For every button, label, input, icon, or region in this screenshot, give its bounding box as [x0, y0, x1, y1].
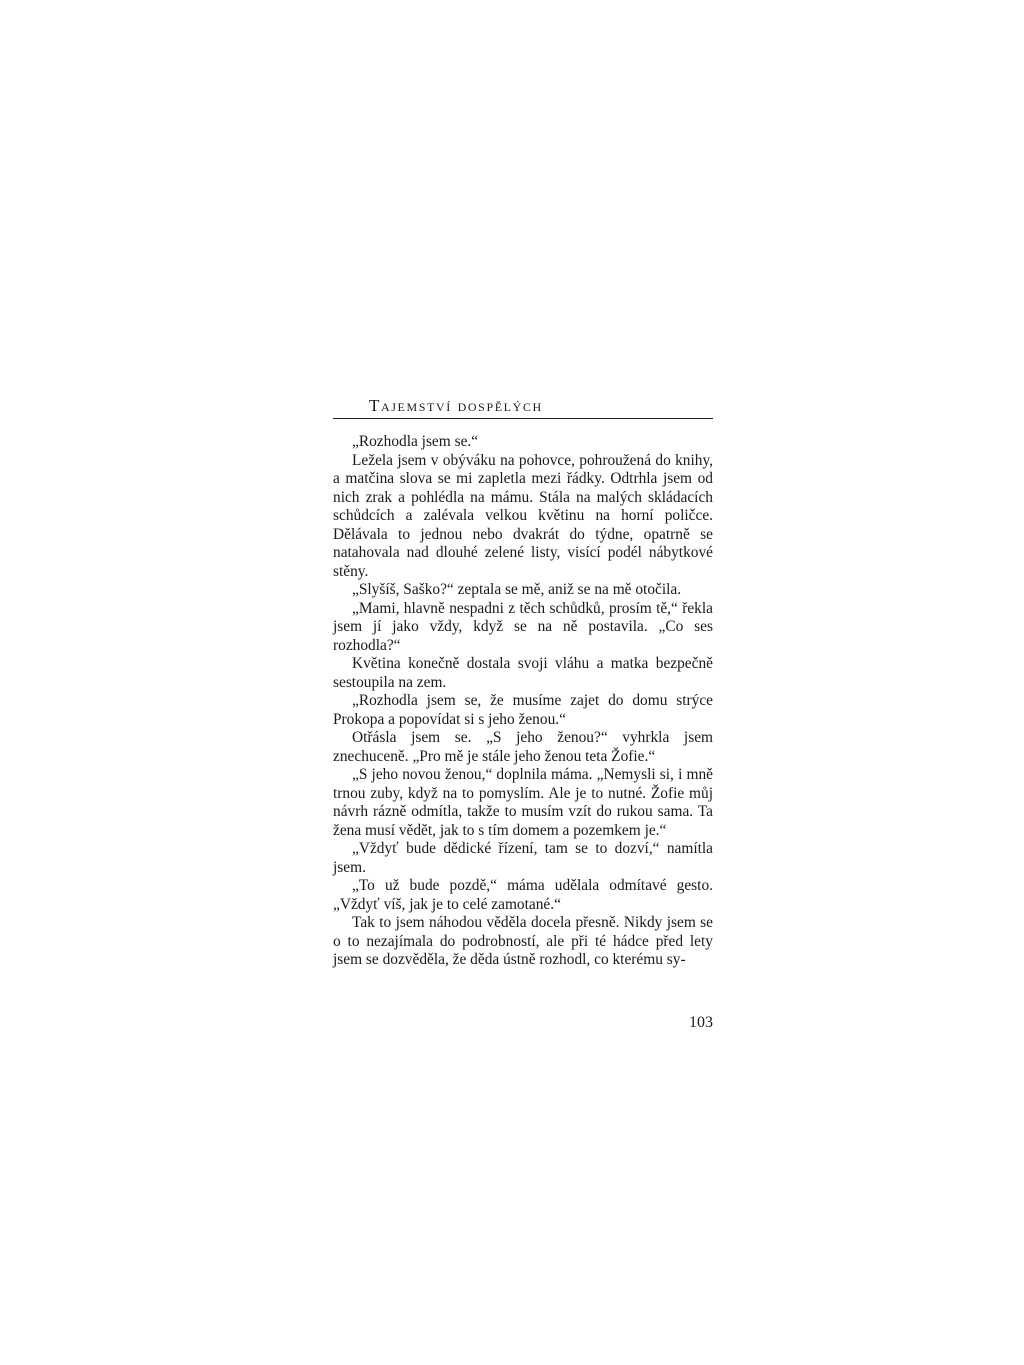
running-head	[333, 396, 713, 419]
running-head-title: Tajemství dospělých	[369, 396, 543, 415]
paragraph: Květina konečně dostala svoji vláhu a matka bezpečně sestoupila na zem.	[333, 655, 713, 691]
paragraph: „S jeho novou ženou,“ doplnila máma. „Nemysli si, i mně trnou zuby, když na to pomyslím. Ale je to nutné. Žofie můj návrh rázně odmítla, takže to musím vzít do rukou sama. Ta žena musí vědět, jak to s tím domem a pozemkem je.“	[333, 766, 713, 839]
paragraph: Otřásla jsem se. „S jeho ženou?“ vyhrkla jsem znechuceně. „Pro mě je stále jeho ženou teta Žofie.“	[333, 729, 713, 765]
paragraph: Tak to jsem náhodou věděla docela přesně. Nikdy jsem se o to nezajímala do podrobností, ale při té hádce před lety jsem se dozvěděla, že děda ústně rozhodl, co kterému sy-	[333, 914, 713, 968]
paragraph: „To už bude pozdě,“ máma udělala odmítavé gesto. „Vždyť víš, jak je to celé zamotané.“	[333, 877, 713, 913]
paragraph: „Vždyť bude dědické řízení, tam se to dozví,“ namítla jsem.	[333, 840, 713, 876]
paragraph: Ležela jsem v obýváku na pohovce, pohroužená do knihy, a matčina slova se mi zapletla mezi řádky. Odtrhla jsem od nich zrak a pohlédla na mámu. Stála na malých skládacích schůdcích a zalévala velkou květinu na horní poličce. Dělávala to jednou nebo dvakrát do týdne, opatrně se natahovala nad dlouhé zelené listy, visící podél nábytkové stěny.	[333, 451, 713, 580]
paragraph: „Slyšíš, Saško?“ zeptala se mě, aniž se na mě otočila.	[352, 581, 682, 598]
paragraph: „Mami, hlavně nespadni z těch schůdků, prosím tě,“ řekla jsem jí jako vždy, když se na ně postavila. „Co ses rozhodla?“	[333, 599, 713, 654]
page-number: 103	[689, 1014, 713, 1031]
book-page	[333, 396, 713, 1031]
paragraph: „Rozhodla jsem se, že musíme zajet do domu strýce Prokopa a popovídat si s jeho ženou.“	[333, 692, 713, 728]
body-text	[333, 433, 713, 970]
paragraph: „Rozhodla jsem se.“	[352, 433, 479, 450]
